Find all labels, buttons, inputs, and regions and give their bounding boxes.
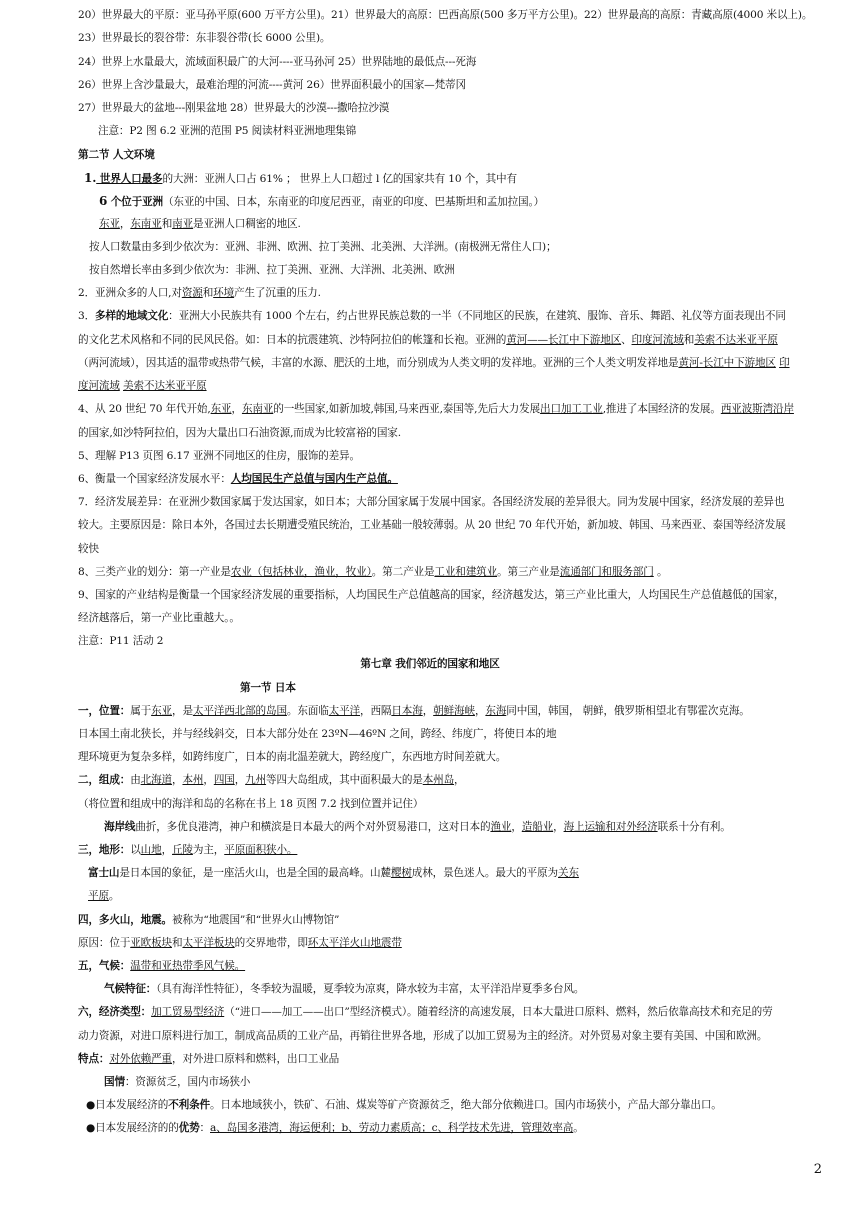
text-segment: 同中国，韩国， 朝鲜，俄罗斯相望北有鄂霍次克海。 xyxy=(506,705,750,717)
bold-text: 气候特征： xyxy=(104,983,157,995)
text-segment: 2．亚洲众多的人口,对 xyxy=(78,287,182,299)
text-segment: ， xyxy=(422,705,434,717)
text-line xyxy=(0,657,860,671)
text-segment: （将位置和组成中的海洋和岛的名称在书上 18 页图 7.2 找到位置并记住） xyxy=(78,798,424,810)
text-line xyxy=(78,286,321,300)
underlined-text: 东亚 xyxy=(99,218,120,230)
text-line xyxy=(78,1052,339,1066)
text-segment: 。第三产业是 xyxy=(497,566,560,578)
underlined-text: 度河流域 xyxy=(78,380,120,392)
text-segment: 24）世界上水量最大，流域面积最广的大河----亚马孙河 25）世界陆地的最低点---死海 xyxy=(78,56,477,68)
text-segment: ， xyxy=(161,844,173,856)
underlined-text: 对外依赖严重 xyxy=(109,1053,173,1065)
text-line xyxy=(78,78,466,92)
text-line xyxy=(78,611,240,625)
underlined-text: 本州岛 xyxy=(422,774,455,786)
text-segment: 和 xyxy=(683,334,695,346)
underlined-text: 朝鲜海峡 xyxy=(433,705,475,717)
text-line xyxy=(240,681,296,695)
text-line xyxy=(88,866,579,880)
underlined-text: 东南亚 xyxy=(241,403,274,415)
bold-text: 五，气候： xyxy=(78,960,131,972)
text-segment: ， xyxy=(511,821,522,833)
text-line xyxy=(78,913,339,927)
text-segment: 经济越落后，第一产业比重越大。。 xyxy=(78,612,240,624)
underlined-text: 东亚 xyxy=(210,403,232,415)
text-segment: 26）世界上含沙量最大，最难治理的河流----黄河 26）世界面积最小的国家—梵蒂冈 xyxy=(78,79,466,91)
text-segment: 7．经济发展差异：在亚洲少数国家属于发达国家，如日本；大部分国家属于发展中国家。各国经济发展的差异很大。同为发展中国家，经济发展的差异也 xyxy=(78,496,785,508)
text-segment: 原因：位于 xyxy=(78,937,131,949)
text-line xyxy=(78,148,155,162)
underlined-text: 环太平洋火山地震带 xyxy=(307,937,402,949)
text-segment: 注意：P2 图 6.2 亚洲的范围 P5 阅读材料亚洲地理集锦 xyxy=(98,125,357,137)
text-segment: ，西隔 xyxy=(360,705,392,717)
text-segment: 的一些国家,如新加坡,韩国,马来西亚,泰国等,先后大力发展 xyxy=(273,403,541,415)
text-segment: 。东面临 xyxy=(286,705,329,717)
text-segment: 的交界地带，即 xyxy=(234,937,308,949)
underlined-text: 本州 xyxy=(182,774,204,786)
text-segment: ， xyxy=(231,403,242,415)
underlined-text: 樱树 xyxy=(390,867,412,879)
text-segment: 按自然增长率由多到少依次为：非洲、拉丁美洲、亚洲、大洋洲、北美洲、欧洲 xyxy=(89,264,455,276)
text-segment: 的国家,如沙特阿拉伯，因为大量出口石油资源,而成为比较富裕的国家. xyxy=(78,427,401,439)
text-line xyxy=(78,379,207,393)
underlined-text: 东亚 xyxy=(151,705,172,717)
text-line xyxy=(98,124,356,138)
bold-text: 三，地形： xyxy=(78,844,131,856)
text-line xyxy=(88,889,119,903)
text-segment: 成林，景色迷人。最大的平原为 xyxy=(411,867,558,879)
underlined-text: 出口加工工业 xyxy=(540,403,603,415)
text-segment: 和 xyxy=(172,937,183,949)
underlined-text: 日本海 xyxy=(391,705,423,717)
underlined-text: a、岛国多港湾，海运便利；b、劳动力素质高；c、科学技术先进，管理效率高 xyxy=(210,1122,574,1134)
text-segment: （两河流域），因其适的温带或热带气候，丰富的水源、肥沃的土地，而分别成为人类文明的发祥地。亚洲的三个人类文明发祥地是 xyxy=(78,357,679,369)
bold-text: 6 xyxy=(99,194,108,208)
text-segment: ， xyxy=(474,705,486,717)
text-segment: （具有海洋性特征），冬季较为温暖，夏季较为凉爽，降水较为丰富，太平洋沿岸夏季多台风。 xyxy=(156,983,585,995)
underlined-text: 丘陵 xyxy=(172,844,193,856)
text-line xyxy=(78,959,245,973)
text-segment: ， xyxy=(203,774,214,786)
underlined-text: 亚欧板块 xyxy=(130,937,172,949)
bold-text: 海岸线 xyxy=(104,821,136,833)
text-segment: ●日本发展经济的的 xyxy=(86,1122,179,1134)
text-line xyxy=(78,565,667,579)
underlined-text: 海上运输和对外经济 xyxy=(563,821,658,833)
text-line xyxy=(78,843,297,857)
bold-text: 第二节 人文环境 xyxy=(78,149,155,161)
text-segment: 、 xyxy=(621,334,632,346)
text-segment: 被称为“地震国”和“世界火山博物馆” xyxy=(172,914,340,926)
text-line xyxy=(78,1029,767,1043)
text-line xyxy=(78,8,812,22)
text-segment: 按人口数量由多到少依次为：亚洲、非洲、欧洲、拉丁美洲、北美洲、大洋洲。(南极洲无常住人口)； xyxy=(89,241,557,253)
underlined-text: 黄河-长江中下游地区 xyxy=(678,357,776,369)
text-segment: 5、理解 P13 页图 6.17 亚洲不同地区的住房，服饰的差异。 xyxy=(78,450,360,462)
underlined-text: 工业和建筑业 xyxy=(434,566,498,578)
text-segment: 为主， xyxy=(192,844,225,856)
text-line xyxy=(78,773,465,787)
text-segment: 较快 xyxy=(78,543,99,555)
underlined-text: 流通部门和服务部门 xyxy=(559,566,654,578)
underlined-text: 人均国民生产总值与国内生产总值。 xyxy=(230,473,398,485)
text-line xyxy=(89,263,455,277)
text-segment: 较大。主要原因是：除日本外，各国过去长期遭受殖民统治，工业基础一般较薄弱。从 20 世纪 70 年代开始，新加坡、韩国、马来西亚、泰国等经济发展 xyxy=(78,519,786,531)
text-segment: ●日本发展经济的 xyxy=(86,1099,169,1111)
underlined-text: 太平洋板块 xyxy=(182,937,235,949)
text-line xyxy=(78,101,389,115)
bold-text: 多样的地域文化 xyxy=(95,310,169,322)
underlined-text: 美索不达米亚平原 xyxy=(694,334,778,346)
text-line xyxy=(78,426,401,440)
text-segment: ，是 xyxy=(172,705,193,717)
bold-text: 个位于亚洲 xyxy=(107,196,163,208)
text-line xyxy=(78,472,398,486)
underlined-text: 印度河流域 xyxy=(631,334,684,346)
text-segment: ，对外进口原料和燃料，出口工业品 xyxy=(172,1053,340,1065)
text-line xyxy=(78,936,402,950)
text-segment: 20）世界最大的平原：亚马孙平原(600 万平方公里)。21）世界最大的高原：巴西高原(500 多万平方公里)。22）世界最高的高原：青藏高原(4000 米以上)。 xyxy=(78,9,813,21)
text-segment: 产生了沉重的压力. xyxy=(234,287,321,299)
text-line xyxy=(78,518,786,532)
text-segment: ： xyxy=(199,1122,210,1134)
text-segment: 联系十分有利。 xyxy=(657,821,731,833)
text-segment: ， xyxy=(553,821,564,833)
text-line xyxy=(78,31,330,45)
text-segment: ， xyxy=(234,774,246,786)
text-segment: 是亚洲人口稠密的地区. xyxy=(193,218,301,230)
text-segment: 8、三类产业的划分：第一产业是 xyxy=(78,566,231,578)
text-segment: 和 xyxy=(202,287,214,299)
text-segment: 以 xyxy=(130,844,141,856)
text-line xyxy=(78,309,786,323)
text-segment: 注意：P11 活动 2 xyxy=(78,635,164,647)
text-segment: 动力资源，对进口原料进行加工，制成高品质的工业产品，再销往世界各地，形成了以加工贸易为主的经济。对外贸易对象主要有美国、中国和欧洲。 xyxy=(78,1030,768,1042)
bold-text: 不利条件 xyxy=(168,1099,210,1111)
text-segment: 3． xyxy=(78,310,96,322)
text-segment: 27）世界最大的盆地---刚果盆地 28）世界最大的沙漠---撒哈拉沙漠 xyxy=(78,102,390,114)
underlined-text: 北海道 xyxy=(140,774,173,786)
underlined-text: 平原 xyxy=(88,890,109,902)
underlined-text: 资源 xyxy=(181,287,203,299)
bold-text: 特点： xyxy=(78,1053,110,1065)
text-line xyxy=(78,588,784,602)
text-segment: 和 xyxy=(161,218,173,230)
text-segment: ， xyxy=(454,774,465,786)
text-line xyxy=(78,750,506,764)
text-line xyxy=(84,171,517,186)
underlined-text: 印 xyxy=(779,357,790,369)
text-segment: 理环境更为复杂多样，如跨纬度广，日本的南北温差就大，跨经度广，东西地方时间差就大。 xyxy=(78,751,507,763)
text-line xyxy=(78,727,556,741)
underlined-text: 世界人口最多 xyxy=(96,173,163,185)
text-line xyxy=(99,194,544,209)
bold-text: 四，多火山，地震。 xyxy=(78,914,172,926)
text-line xyxy=(86,1121,584,1135)
bold-text: 六，经济类型： xyxy=(78,1006,152,1018)
text-segment: 23）世界最长的裂谷带：东非裂谷带(长 6000 公里)。 xyxy=(78,32,331,44)
text-line xyxy=(78,55,476,69)
text-segment: ,推进了本国经济的发展。 xyxy=(602,403,721,415)
text-line xyxy=(78,1005,773,1019)
text-segment: ， xyxy=(172,774,183,786)
page-number: 2 xyxy=(813,1162,822,1177)
text-segment: 。 xyxy=(653,566,668,578)
underlined-text: 造船业 xyxy=(521,821,554,833)
text-line xyxy=(78,402,794,416)
text-line xyxy=(86,1098,722,1112)
underlined-text: 四国 xyxy=(213,774,235,786)
bold-text: 一，位置： xyxy=(78,705,131,717)
text-segment: 。 xyxy=(108,890,120,902)
underlined-text: 平原面积狭小。 xyxy=(224,844,298,856)
text-line xyxy=(78,704,750,718)
underlined-text: 农业（包括林业，渔业，牧业） xyxy=(230,566,372,578)
text-segment: 的大洲：亚洲人口占 61% ； 世界上人口超过 l 亿的国家共有 10 个，其中有 xyxy=(162,173,517,185)
text-segment: （东亚的中国、日本，东南亚的印度尼西亚，南亚的印度、巴基斯坦和孟加拉国。） xyxy=(162,196,545,208)
text-line xyxy=(104,1075,250,1089)
underlined-text: 太平洋 xyxy=(328,705,361,717)
text-line xyxy=(78,333,778,347)
text-line xyxy=(104,820,731,834)
text-segment: 。日本地域狭小，铁矿、石油、煤炭等矿产资源贫乏，绝大部分依赖进口。国内市场狭小，产品大部分靠出口。 xyxy=(209,1099,722,1111)
text-line xyxy=(78,634,163,648)
text-segment: （“进口——加工——出口”型经济模式）。随着经济的高速发展，日本大量进口原料、燃料，然后依靠高技术和充足的劳 xyxy=(224,1006,773,1018)
text-line xyxy=(89,240,557,254)
text-segment: ， xyxy=(119,218,131,230)
text-line xyxy=(78,797,423,811)
text-segment: 日本国土南北狭长，并与经线斜交，日本大部分处在 23ºN—46ºN 之间，跨经、纬度广，将使日本的地 xyxy=(78,728,557,740)
text-line xyxy=(78,495,784,509)
text-segment: 曲折，多优良港湾，神户和横滨是日本最大的两个对外贸易港口，这对日本的 xyxy=(135,821,491,833)
underlined-text: 太平洋西北部的岛国 xyxy=(192,705,287,717)
bold-text: 优势 xyxy=(178,1122,200,1134)
underlined-text: 东海 xyxy=(485,705,507,717)
underlined-text: 东南亚 xyxy=(130,218,162,230)
text-segment: 属于 xyxy=(130,705,152,717)
underlined-text: 美索不达米亚平原 xyxy=(123,380,207,392)
text-line xyxy=(78,449,360,463)
underlined-text: 西亚波斯湾沿岸 xyxy=(720,403,794,415)
text-segment: 是日本国的象征，是一座活火山，也是全国的最高峰。山麓 xyxy=(119,867,391,879)
underlined-text: 九州 xyxy=(245,774,267,786)
text-segment: 6、衡量一个国家经济发展水平： xyxy=(78,473,231,485)
text-segment: 。第二产业是 xyxy=(371,566,435,578)
text-line xyxy=(104,982,584,996)
text-segment: ：资源贫乏，国内市场狭小 xyxy=(124,1076,251,1088)
underlined-text: 温带和亚热带季风气候。 xyxy=(130,960,246,972)
bold-text: 富士山 xyxy=(88,867,120,879)
underlined-text: 关东 xyxy=(558,867,579,879)
text-line xyxy=(99,217,301,231)
text-segment: 4、从 20 世纪 70 年代开始, xyxy=(78,403,211,415)
bold-text: 1. xyxy=(84,171,97,185)
bold-text: 第七章 我们邻近的国家和地区 xyxy=(360,658,500,670)
text-segment: 的文化艺术风格和不同的民风民俗。如：日本的抗震建筑、沙特阿拉伯的帐篷和长袍。亚洲的 xyxy=(78,334,507,346)
bold-text: 第一节 日本 xyxy=(240,682,296,694)
underlined-text: 加工贸易型经济 xyxy=(151,1006,225,1018)
text-segment: 由 xyxy=(130,774,141,786)
text-segment: 。 xyxy=(573,1122,584,1134)
underlined-text: 山地 xyxy=(140,844,162,856)
underlined-text: 南亚 xyxy=(172,218,194,230)
text-line xyxy=(78,542,99,556)
bold-text: 二，组成： xyxy=(78,774,131,786)
text-segment: ：亚洲大小民族共有 1000 个左右，约占世界民族总数的一半（不同地区的民族，在建筑、服饰、音乐、舞蹈、礼仪等方面表现出不同 xyxy=(168,310,786,322)
underlined-text: 黄河——长江中下游地区 xyxy=(506,334,622,346)
underlined-text: 环境 xyxy=(213,287,235,299)
text-segment: 9、国家的产业结构是衡量一个国家经济发展的重要指标，人均国民生产总值越高的国家，经济越发达，第三产业比重大，人均国民生产总值越低的国家， xyxy=(78,589,785,601)
underlined-text: 渔业 xyxy=(490,821,512,833)
text-line xyxy=(78,356,790,370)
bold-text: 国情 xyxy=(104,1076,125,1088)
text-segment: 等四大岛组成，其中面积最大的是 xyxy=(266,774,423,786)
